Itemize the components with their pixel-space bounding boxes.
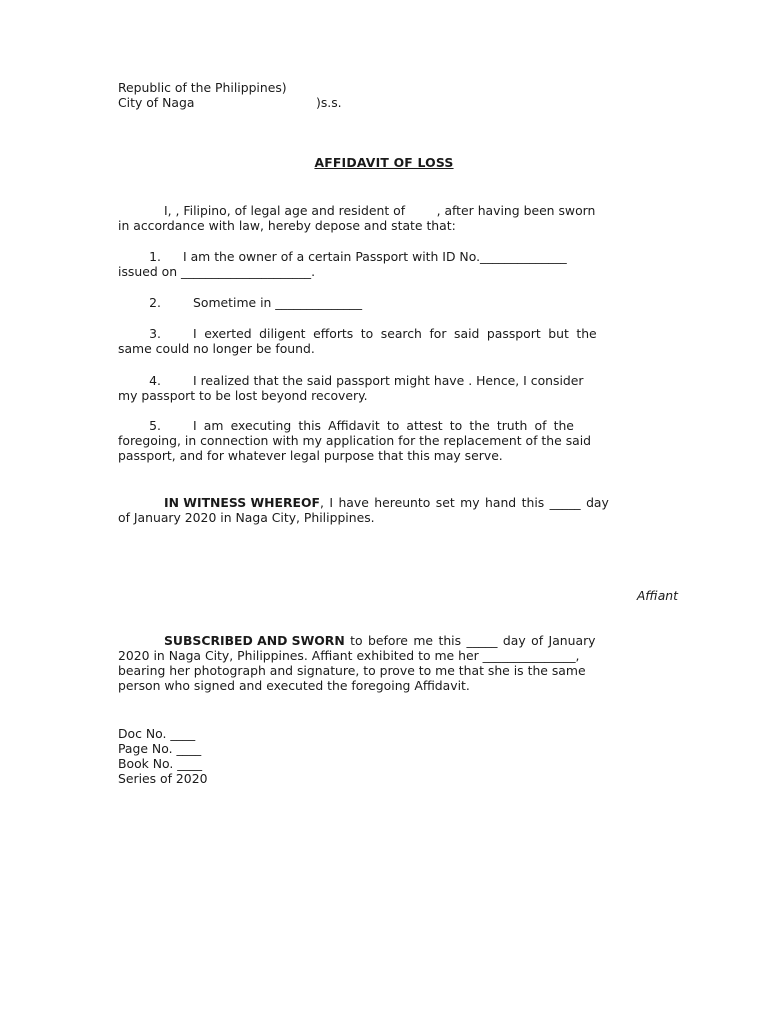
- registry-page-no: Page No. ____: [118, 741, 202, 756]
- item-2: [118, 295, 678, 310]
- registry-doc-no: Doc No. ____: [118, 726, 196, 741]
- venue-city: [118, 95, 678, 110]
- witness-line-1: , I have hereunto set my hand this _____ day: [319, 495, 609, 510]
- item-text-line: I exerted diligent efforts to search for said passport but the: [193, 326, 597, 341]
- item-number: 1.: [149, 249, 161, 264]
- intro-line-2: in accordance with law, hereby depose and state that:: [118, 218, 456, 233]
- jurat-line-2: 2020 in Naga City, Philippines. Affiant exhibited to me her _______________,: [118, 648, 580, 663]
- item-text-line: issued on _____________________.: [118, 264, 316, 279]
- item-3: [118, 326, 678, 356]
- item-text-line: I realized that the said passport might have . Hence, I consider: [193, 373, 584, 388]
- venue-city-name: City of Naga: [118, 95, 195, 110]
- item-number: 3.: [149, 326, 161, 341]
- venue-republic: Republic of the Philippines): [118, 80, 287, 95]
- notarial-registry: [118, 726, 678, 786]
- affiant-label: Affiant: [636, 588, 678, 603]
- witness-heading: IN WITNESS WHEREOF: [164, 495, 320, 510]
- item-text-line: foregoing, in connection with my application for the replacement of the said: [118, 433, 592, 448]
- item-text-line: my passport to be lost beyond recovery.: [118, 388, 368, 403]
- venue-ss: )s.s.: [316, 95, 342, 110]
- witness-paragraph: [118, 495, 678, 525]
- item-text-line: I am the owner of a certain Passport with ID No.______________: [183, 249, 567, 264]
- jurat-paragraph: [118, 633, 678, 693]
- jurat-heading: SUBSCRIBED AND SWORN: [164, 633, 345, 648]
- item-1: [118, 249, 678, 279]
- item-number: 2.: [149, 295, 161, 310]
- witness-line-2: of January 2020 in Naga City, Philippines.: [118, 510, 375, 525]
- document-title: AFFIDAVIT OF LOSS: [314, 155, 454, 170]
- intro-line-1: I, , Filipino, of legal age and resident of , after having been sworn: [164, 203, 596, 218]
- item-text-line: I am executing this Affidavit to attest to the truth of the: [193, 418, 574, 433]
- jurat-line-4: person who signed and executed the foregoing Affidavit.: [118, 678, 470, 693]
- item-4: [118, 373, 678, 403]
- jurat-line-3: bearing her photograph and signature, to prove to me that she is the same: [118, 663, 586, 678]
- item-text-line: Sometime in ______________: [193, 295, 363, 310]
- item-number: 4.: [149, 373, 161, 388]
- intro-paragraph: [118, 203, 678, 233]
- item-5: [118, 418, 678, 463]
- jurat-line-1: to before me this _____ day of January: [344, 633, 596, 648]
- registry-series: Series of 2020: [118, 771, 208, 786]
- item-text-line: same could no longer be found.: [118, 341, 315, 356]
- registry-book-no: Book No. ____: [118, 756, 203, 771]
- venue-block: [118, 80, 678, 110]
- item-number: 5.: [149, 418, 161, 433]
- item-text-line: passport, and for whatever legal purpose that this may serve.: [118, 448, 503, 463]
